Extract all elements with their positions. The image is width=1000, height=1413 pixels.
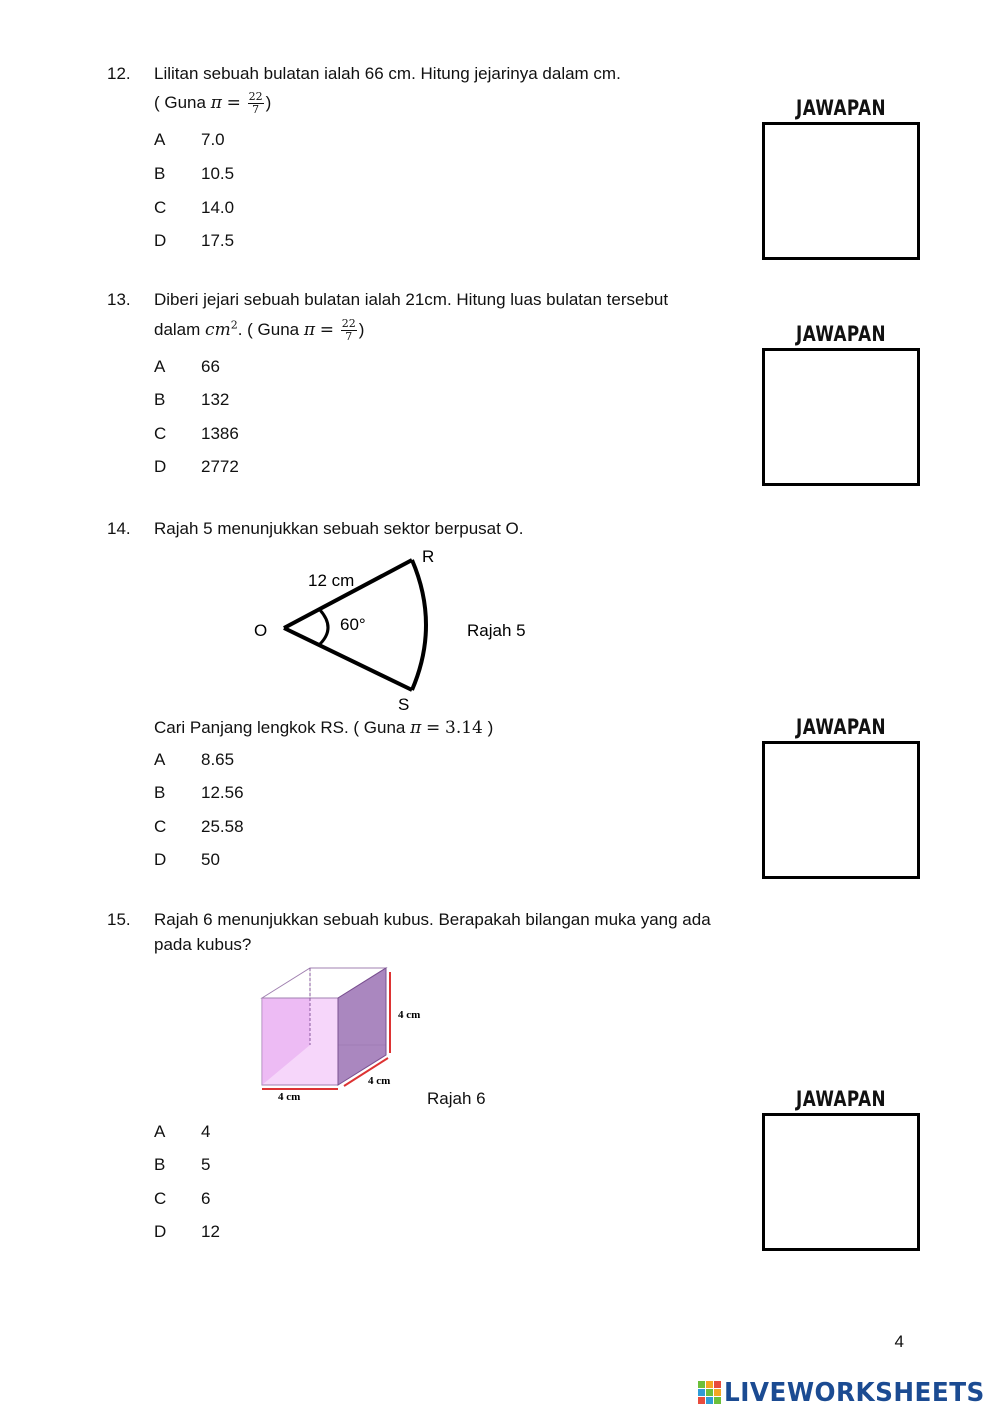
line2-prefix: dalam bbox=[154, 319, 201, 339]
sector-diagram bbox=[240, 540, 540, 715]
q14-answer-label: JAWAPAN bbox=[796, 715, 886, 739]
fraction-numerator: 22 bbox=[248, 90, 263, 103]
cube-diagram bbox=[252, 960, 432, 1105]
fraction-denominator: 7 bbox=[252, 103, 260, 116]
equals-sign: = bbox=[226, 92, 241, 113]
q14-answer-box[interactable] bbox=[762, 741, 920, 879]
q14-option-b-value: 12.56 bbox=[201, 783, 244, 802]
q12-option-a-value: 7.0 bbox=[201, 130, 225, 149]
question-12-number: 12. bbox=[107, 64, 131, 83]
q13-option-b-value: 132 bbox=[201, 390, 230, 409]
q14-option-d-value: 50 bbox=[201, 850, 220, 869]
q15-option-b-letter: B bbox=[154, 1155, 166, 1174]
q12-option-c-value: 14.0 bbox=[201, 198, 235, 217]
fraction-denominator: 7 bbox=[345, 330, 353, 343]
cube-height-label: 4 cm bbox=[398, 1009, 421, 1021]
q13-option-d-value: 2772 bbox=[201, 457, 239, 476]
unit-exponent: 2 bbox=[230, 318, 238, 332]
q12-option-d-letter: D bbox=[154, 231, 167, 250]
sector-radius-os bbox=[284, 628, 412, 690]
cube-width-label: 4 cm bbox=[278, 1091, 301, 1103]
q13-option-b-letter: B bbox=[154, 390, 166, 409]
q15-option-b-value: 5 bbox=[201, 1155, 211, 1174]
label-s: S bbox=[398, 695, 410, 714]
question-14-text: Rajah 5 menunjukkan sebuah sektor berpusat O. bbox=[154, 519, 524, 538]
question-15-number: 15. bbox=[107, 910, 131, 929]
prompt-close: ) bbox=[487, 718, 494, 737]
q13-answer-label: JAWAPAN bbox=[796, 322, 886, 346]
prompt-text: Cari Panjang lengkok RS. ( Guna bbox=[154, 718, 406, 737]
cube-depth-label: 4 cm bbox=[368, 1075, 391, 1087]
q12-option-a-letter: A bbox=[154, 130, 166, 149]
pi-note-open: ( Guna bbox=[154, 92, 206, 112]
fraction-numerator: 22 bbox=[341, 317, 356, 330]
q14-option-a-letter: A bbox=[154, 750, 166, 769]
figure-5-caption: Rajah 5 bbox=[467, 621, 526, 640]
pi-fraction bbox=[341, 318, 357, 343]
pi-symbol: π bbox=[410, 718, 422, 738]
q13-option-a-value: 66 bbox=[201, 357, 220, 376]
pi-note-close: ) bbox=[358, 319, 365, 339]
question-13-text: Diberi jejari sebuah bulatan ialah 21cm. Hitung luas bulatan tersebut bbox=[154, 290, 669, 309]
q14-option-c-value: 25.58 bbox=[201, 817, 244, 836]
question-13-line2 bbox=[154, 318, 364, 343]
q12-answer-box[interactable] bbox=[762, 122, 920, 260]
pi-value: 3.14 bbox=[445, 718, 483, 738]
pi-note-close: ) bbox=[265, 92, 272, 112]
q15-option-d-letter: D bbox=[154, 1222, 167, 1241]
liveworksheets-logo-text: LIVEWORKSHEETS bbox=[724, 1378, 985, 1408]
pi-fraction bbox=[248, 91, 264, 116]
question-15-text: Rajah 6 menunjukkan sebuah kubus. Berapakah bilangan muka yang ada bbox=[154, 910, 711, 929]
q13-option-d-letter: D bbox=[154, 457, 167, 476]
q14-option-d-letter: D bbox=[154, 850, 167, 869]
q15-option-d-value: 12 bbox=[201, 1222, 220, 1241]
q12-option-c-letter: C bbox=[154, 198, 167, 217]
sector-arc-rs bbox=[412, 560, 426, 690]
question-15-line2: pada kubus? bbox=[154, 935, 252, 954]
q13-option-c-letter: C bbox=[154, 424, 167, 443]
question-13-number: 13. bbox=[107, 290, 131, 309]
equals-sign: = bbox=[426, 718, 441, 738]
q14-option-a-value: 8.65 bbox=[201, 750, 235, 769]
q15-option-a-value: 4 bbox=[201, 1122, 211, 1141]
liveworksheets-logo bbox=[698, 1378, 999, 1408]
q15-option-c-value: 6 bbox=[201, 1189, 211, 1208]
equals-sign: = bbox=[319, 319, 335, 340]
q13-option-a-letter: A bbox=[154, 357, 166, 376]
liveworksheets-logo-icon bbox=[698, 1381, 722, 1405]
q15-answer-label: JAWAPAN bbox=[796, 1087, 886, 1111]
radius-label: 12 cm bbox=[308, 571, 355, 590]
angle-arc bbox=[320, 610, 328, 644]
question-12-pi-note bbox=[154, 91, 271, 116]
pi-symbol: π bbox=[303, 319, 316, 340]
q14-option-c-letter: C bbox=[154, 817, 167, 836]
q12-answer-label: JAWAPAN bbox=[796, 96, 886, 120]
q12-option-b-value: 10.5 bbox=[201, 164, 235, 183]
q15-option-a-letter: A bbox=[154, 1122, 166, 1141]
cube-shape bbox=[262, 968, 390, 1089]
page-number: 4 bbox=[894, 1332, 904, 1351]
q13-option-c-value: 1386 bbox=[201, 424, 239, 443]
q14-option-b-letter: B bbox=[154, 783, 166, 802]
figure-6-caption: Rajah 6 bbox=[427, 1089, 486, 1108]
pi-symbol: π bbox=[210, 92, 222, 113]
angle-label: 60° bbox=[340, 615, 366, 634]
question-14-number: 14. bbox=[107, 519, 131, 538]
q13-answer-box[interactable] bbox=[762, 348, 920, 486]
label-o: O bbox=[254, 621, 268, 640]
q12-option-b-letter: B bbox=[154, 164, 166, 183]
question-14-prompt bbox=[154, 718, 493, 738]
pi-note-open: . ( Guna bbox=[237, 319, 300, 339]
label-r: R bbox=[422, 547, 435, 566]
unit-base: cm bbox=[205, 319, 231, 340]
q12-option-d-value: 17.5 bbox=[201, 231, 235, 250]
q15-answer-box[interactable] bbox=[762, 1113, 920, 1251]
q15-option-c-letter: C bbox=[154, 1189, 167, 1208]
question-12-text: Lilitan sebuah bulatan ialah 66 cm. Hitung jejarinya dalam cm. bbox=[154, 64, 621, 83]
